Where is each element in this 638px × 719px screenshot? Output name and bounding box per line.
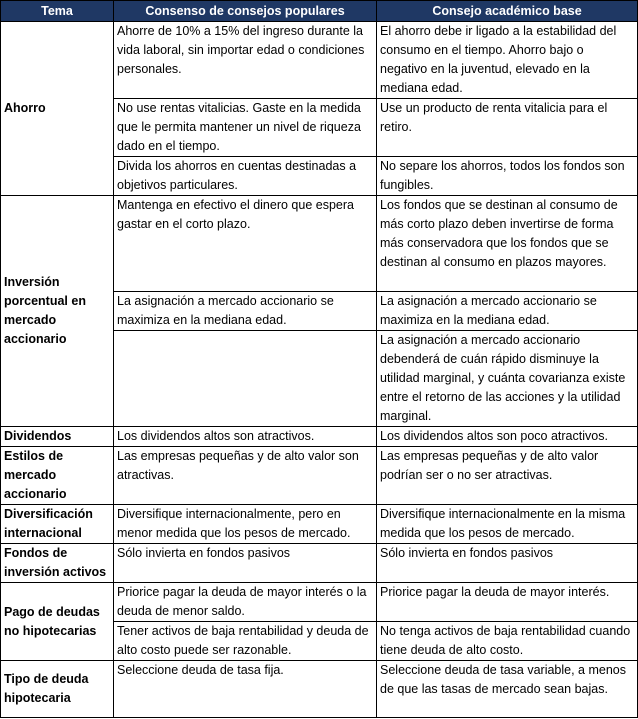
table-row <box>1 583 638 622</box>
popular-cell: Ahorre de 10% a 15% del ingreso durante la vida laboral, sin importar edad o condiciones personales. <box>114 22 377 99</box>
topic-dividendos: Dividendos <box>1 427 114 447</box>
table-row <box>1 661 638 718</box>
header-academico: Consejo académico base <box>377 1 638 22</box>
table-row <box>1 196 638 292</box>
academic-cell: La asignación a mercado accionario debenderá de cuán rápido disminuye la utilidad marginal, y cuánta covarianza existe entre el retorno de las acciones y la utilidad marginal. <box>377 331 638 427</box>
academic-cell: No tenga activos de baja rentabilidad cuando tiene deuda de alto costo. <box>377 622 638 661</box>
academic-cell: Diversifique internacionalmente en la misma medida que los pesos de mercado. <box>377 505 638 544</box>
popular-cell: Seleccione deuda de tasa fija. <box>114 661 377 718</box>
academic-cell: Priorice pagar la deuda de mayor interés. <box>377 583 638 622</box>
header-populares: Consenso de consejos populares <box>114 1 377 22</box>
topic-estilos: Estilos de mercado accionario <box>1 447 114 505</box>
topic-pago-deudas: Pago de deudas no hipotecarias <box>1 583 114 661</box>
popular-cell: Diversifique internacionalmente, pero en menor medida que los pesos de mercado. <box>114 505 377 544</box>
popular-cell: Las empresas pequeñas y de alto valor son atractivas. <box>114 447 377 505</box>
popular-cell: Priorice pagar la deuda de mayor interés o la deuda de menor saldo. <box>114 583 377 622</box>
academic-cell: Seleccione deuda de tasa variable, a menos de que las tasas de mercado sean bajas. <box>377 661 638 718</box>
popular-cell: Tener activos de baja rentabilidad y deuda de alto costo puede ser razonable. <box>114 622 377 661</box>
topic-diversificacion: Diversificación internacional <box>1 505 114 544</box>
table-row <box>1 505 638 544</box>
popular-cell-empty <box>114 331 377 427</box>
table-row <box>1 22 638 99</box>
popular-cell: Divida los ahorros en cuentas destinadas a objetivos particulares. <box>114 157 377 196</box>
topic-hipotecaria: Tipo de deuda hipotecaria <box>1 661 114 718</box>
academic-cell: Sólo invierta en fondos pasivos <box>377 544 638 583</box>
popular-cell: La asignación a mercado accionario se maximiza en la mediana edad. <box>114 292 377 331</box>
topic-fondos: Fondos de inversión activos <box>1 544 114 583</box>
popular-cell: Los dividendos altos son atractivos. <box>114 427 377 447</box>
academic-cell: La asignación a mercado accionario se maximiza en la mediana edad. <box>377 292 638 331</box>
academic-cell: Use un producto de renta vitalicia para el retiro. <box>377 99 638 157</box>
popular-cell: Sólo invierta en fondos pasivos <box>114 544 377 583</box>
academic-cell: Los dividendos altos son poco atractivos. <box>377 427 638 447</box>
academic-cell: Los fondos que se destinan al consumo de más corto plazo deben invertirse de forma más conservadora que los fondos que se destinan al consumo en plazos mayores. <box>377 196 638 292</box>
header-row <box>1 1 638 22</box>
table-row <box>1 447 638 505</box>
popular-cell: Mantenga en efectivo el dinero que espera gastar en el corto plazo. <box>114 196 377 292</box>
academic-cell: No separe los ahorros, todos los fondos son fungibles. <box>377 157 638 196</box>
table-row <box>1 544 638 583</box>
topic-ahorro: Ahorro <box>1 22 114 196</box>
topic-inversion: Inversión porcentual en mercado accionario <box>1 196 114 427</box>
popular-cell: No use rentas vitalicias. Gaste en la medida que le permita mantener un nivel de riqueza dado en el tiempo. <box>114 99 377 157</box>
table-row <box>1 427 638 447</box>
academic-cell: El ahorro debe ir ligado a la estabilidad del consumo en el tiempo. Ahorro bajo o negativo en la juventud, elevado en la mediana edad. <box>377 22 638 99</box>
academic-cell: Las empresas pequeñas y de alto valor podrían ser o no ser atractivas. <box>377 447 638 505</box>
header-tema: Tema <box>1 1 114 22</box>
